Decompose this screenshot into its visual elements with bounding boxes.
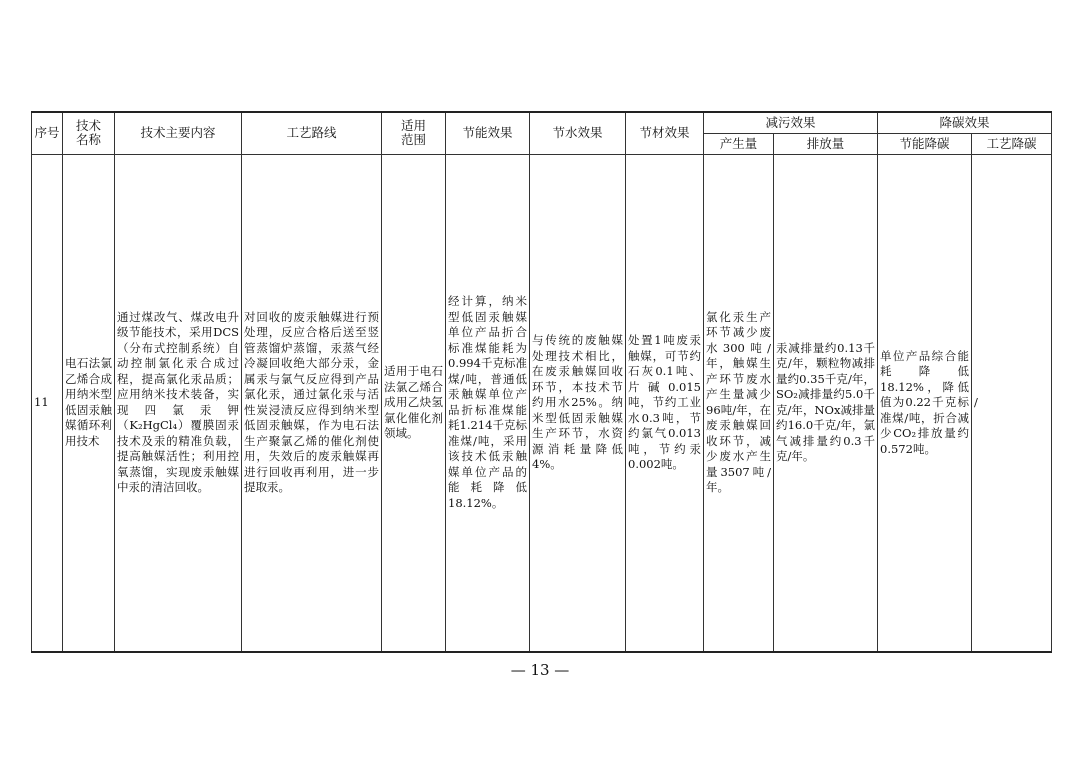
header-pollution-emission: 排放量 [774, 133, 878, 154]
cell-content: 通过煤改气、煤改电升级节能技术，采用DCS（分布式控制系统）自动控制氯化汞合成过程，提高氯化汞品质；应用纳米技术装备，实现四氯汞钾（K₂HgCl₄）覆膜固汞技术及汞的精准负载，提高触媒活性；利用控氧蒸馏，实现废汞触媒中汞的清洁回收。 [115, 154, 242, 652]
header-name: 技术 名称 [63, 112, 115, 154]
cell-water: 与传统的废触媒处理技术相比，在废汞触媒回收环节，本技术节约用水25%。纳米型低固汞触媒生产环节，水资源消耗量降低4%。 [530, 154, 626, 652]
header-energy: 节能效果 [446, 112, 530, 154]
cell-seq: 11 [32, 154, 63, 652]
header-scope: 适用 范围 [382, 112, 446, 154]
cell-carbon-energy: 单位产品综合能耗降低18.12%，降低值为0.22千克标准煤/吨，折合减少CO₂排放量约0.572吨。 [878, 154, 972, 652]
cell-carbon-process: / [972, 154, 1052, 652]
header-water: 节水效果 [530, 112, 626, 154]
header-carbon: 降碳效果 [878, 112, 1052, 133]
header-carbon-process: 工艺降碳 [972, 133, 1052, 154]
header-pollution-generation: 产生量 [704, 133, 774, 154]
header-row-1 [32, 112, 1052, 133]
cell-energy: 经计算，纳米型低固汞触媒单位产品折合标准煤能耗为0.994千克标准煤/吨，普通低汞触媒单位产品折标准煤能耗1.214千克标准煤/吨，采用该技术低汞触媒单位产品的能耗降低18.12%。 [446, 154, 530, 652]
technology-table [31, 111, 1052, 653]
page-number: — 13 — [510, 661, 570, 679]
cell-pollution-generation: 氯化汞生产环节减少废水300吨/年，触媒生产环节废水产生量减少96吨/年，在废汞触媒回收环节，减少废水产生量3507吨/年。 [704, 154, 774, 652]
cell-pollution-emission: 汞减排量约0.13千克/年，颗粒物减排量约0.35千克/年，SO₂减排量约5.0千克/年，NOx减排量约16.0千克/年，氯气减排量约0.3千克/年。 [774, 154, 878, 652]
cell-material: 处置1吨废汞触媒，可节约石灰0.1吨、片碱0.015吨，节约工业水0.3吨，节约氯气0.013吨，节约汞0.002吨。 [626, 154, 704, 652]
header-content: 技术主要内容 [115, 112, 242, 154]
header-material: 节材效果 [626, 112, 704, 154]
header-carbon-energy: 节能降碳 [878, 133, 972, 154]
cell-name: 电石法氯乙烯合成用纳米型低固汞触媒循环利用技术 [63, 154, 115, 652]
table-row [32, 154, 1052, 652]
cell-scope: 适用于电石法氯乙烯合成用乙炔氢氯化催化剂领域。 [382, 154, 446, 652]
cell-route: 对回收的废汞触媒进行预处理，反应合格后送至竖管蒸馏炉蒸馏，汞蒸气经冷凝回收绝大部分汞，金属汞与氯气反应得到产品氯化汞，通过氯化汞与活性炭浸渍反应得到纳米型低固汞触媒，作为电石法生产聚氯乙烯的催化剂使用，失效后的废汞触媒再进行回收再利用，进一步提取汞。 [242, 154, 382, 652]
header-seq: 序号 [32, 112, 63, 154]
header-pollution: 减污效果 [704, 112, 878, 133]
header-route: 工艺路线 [242, 112, 382, 154]
